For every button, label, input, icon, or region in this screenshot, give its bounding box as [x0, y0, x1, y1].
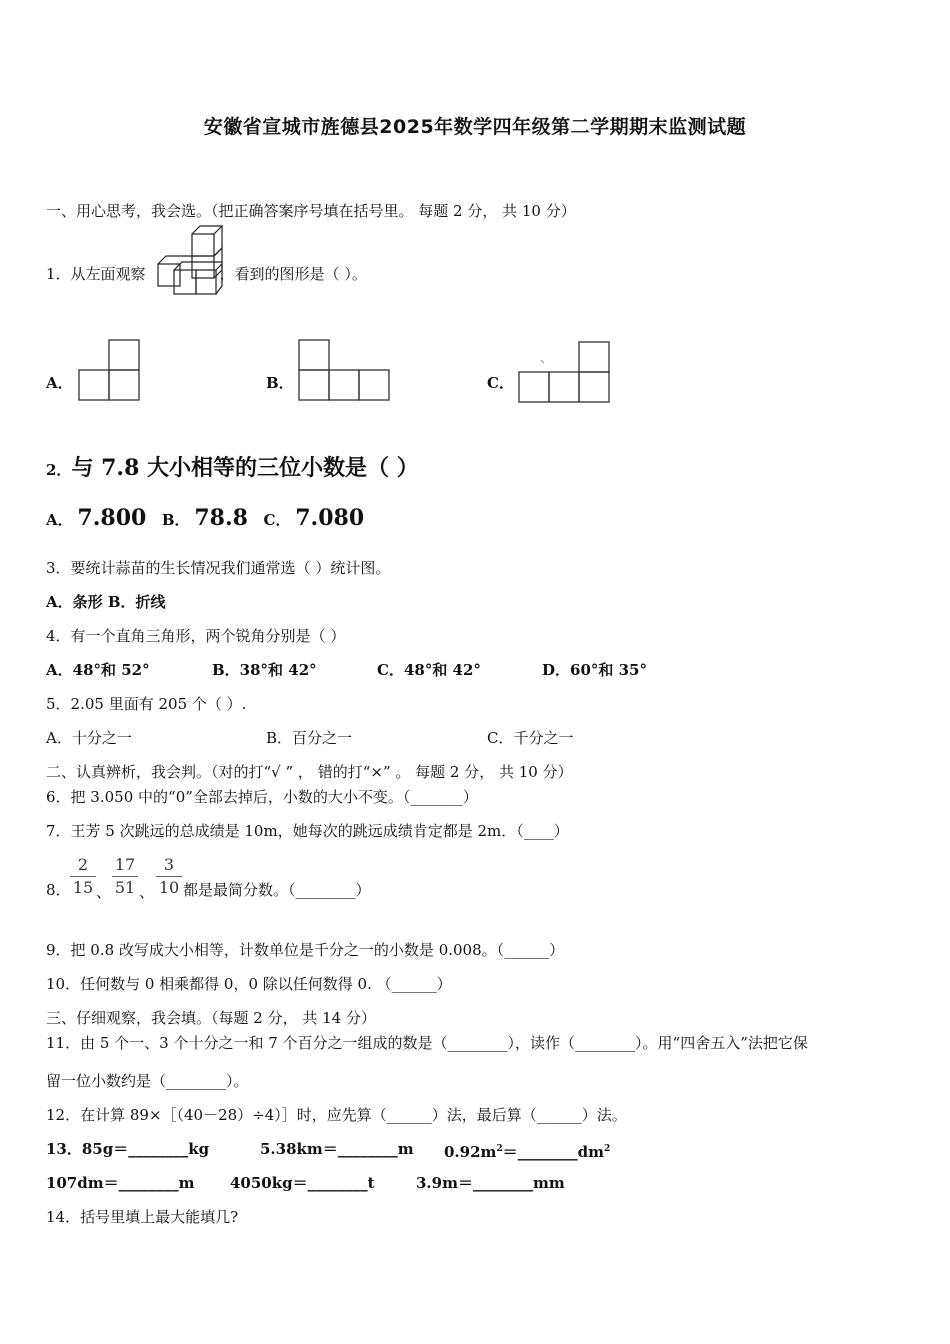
question-2-option-c-label: C．	[263, 511, 291, 529]
question-4-option-b: B．38°和 42°	[212, 661, 317, 679]
option-c-shape	[516, 340, 612, 404]
section-3-heading: 三、仔细观察，我会填。（每题 2 分， 共 14 分）	[46, 1009, 376, 1027]
question-8-number: 8．	[46, 881, 71, 899]
question-11-line-1: 11．由 5 个一、3 个十分之一和 7 个百分之一组成的数是（________），读作（________）。用“四舍五入”法把它保	[46, 1034, 808, 1052]
question-13-item-4: 107dm＝________m	[46, 1174, 195, 1192]
option-b-shape	[296, 338, 392, 402]
question-1-prefix: 1．从左面观察	[46, 265, 146, 283]
question-8-suffix: 都是最简分数。（________）	[183, 881, 371, 899]
question-1-suffix: ，看到的图形是（ ）。	[219, 265, 367, 283]
question-4: 4．有一个直角三角形，两个锐角分别是（ ）	[46, 627, 346, 645]
question-12: 12．在计算 89×［（40－28）÷4）］时，应先算（______）法，最后算（______）法。	[46, 1106, 627, 1124]
question-2-option-b-label: B．	[161, 511, 190, 529]
question-10: 10．任何数与 0 相乘都得 0，0 除以任何数得 0. （______）	[46, 975, 452, 993]
question-4-option-d: D．60°和 35°	[542, 661, 647, 679]
question-2-number: 2．	[46, 461, 72, 479]
question-13-item-1: 13．85g＝________kg	[46, 1140, 210, 1158]
question-2-options	[46, 504, 364, 534]
question-9: 9．把 0.8 改写成大小相等，计数单位是千分之一的小数是 0.008。（______）	[46, 941, 565, 959]
fraction-3-10: 3 10	[156, 855, 182, 898]
page-title: 安徽省宣城市旌德县2025年数学四年级第二学期期末监测试题	[203, 116, 747, 138]
question-13-item-2: 5.38km＝________m	[260, 1140, 414, 1158]
question-5-option-a: A．十分之一	[46, 729, 132, 747]
question-13-item-6: 3.9m＝________mm	[416, 1174, 565, 1192]
question-5: 5．2.05 里面有 205 个（ ）.	[46, 695, 247, 713]
fraction-separator-2: 、	[139, 883, 155, 901]
question-14: 14．括号里填上最大能填几?	[46, 1208, 239, 1226]
question-2	[46, 454, 419, 484]
fraction-17-51: 17 51	[112, 855, 138, 898]
question-13-item-5: 4050kg＝________t	[230, 1174, 375, 1192]
question-2-option-a-label: A．	[46, 511, 73, 529]
section-1-heading: 一、用心思考，我会选。（把正确答案序号填在括号里。 每题 2 分， 共 10 分）	[46, 202, 576, 220]
question-4-option-a: A．48°和 52°	[46, 661, 150, 679]
question-1-option-a-label: A．	[46, 374, 73, 392]
question-2-option-b-value: 78.8	[194, 505, 248, 531]
question-1-option-c-label: C．	[487, 374, 514, 392]
question-6: 6．把 3.050 中的“0”全部去掉后，小数的大小不变。（_______）	[46, 788, 478, 806]
fraction-2-15: 2 15	[70, 855, 96, 898]
question-2-option-c-value: 7.080	[295, 505, 365, 531]
option-a-shape	[76, 338, 142, 402]
question-2-option-a-value: 7.800	[77, 505, 147, 531]
section-2-heading: 二、认真辨析，我会判。（对的打“√ ” ， 错的打“×” 。 每题 2 分， 共 10 分）	[46, 763, 573, 781]
fraction-separator-1: 、	[96, 883, 112, 901]
cube-stack-figure	[154, 224, 230, 298]
question-13-item-3: $0.92m^2=\_\_\_\_\_\_\_\_dm^2$	[444, 1143, 611, 1161]
question-2-text: 与 7.8 大小相等的三位小数是（ ）	[71, 455, 419, 481]
question-1-option-b-label: B．	[266, 374, 294, 392]
question-5-option-c: C．千分之一	[487, 729, 574, 747]
question-5-option-b: B．百分之一	[266, 729, 353, 747]
question-7: 7．王芳 5 次跳远的总成绩是 10m，她每次的跳远成绩肯定都是 2m．（____）	[46, 822, 569, 840]
question-11-line-2: 留一位小数约是（________）。	[46, 1072, 249, 1090]
question-3-options: A．条形 B．折线	[46, 593, 166, 611]
question-4-option-c: C．48°和 42°	[377, 661, 481, 679]
question-3: 3．要统计蒜苗的生长情况我们通常选（ ）统计图。	[46, 559, 391, 577]
